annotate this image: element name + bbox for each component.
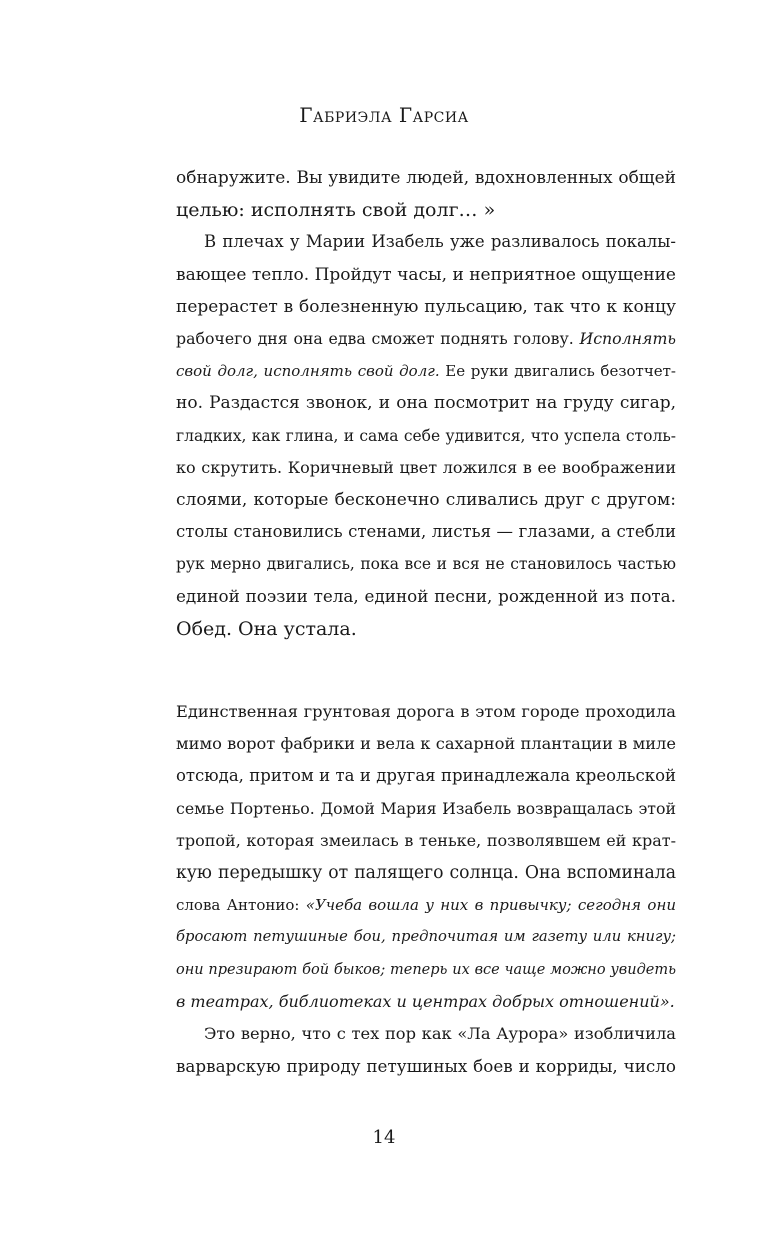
text-line [176,162,676,194]
text-line [176,516,676,548]
text-line [176,452,676,484]
text-run: варварскую природу петушиных боев и корриды, число [176,1056,676,1077]
text-line [176,728,676,760]
italic-text: они презирают бой быков; теперь их все чаще можно увидеть [176,961,676,978]
italic-text: «Учеба вошла у них в привычку; сегодня они [305,896,676,915]
text-run: гладких, как глина, и сама себе удивится, что успела столь- [176,426,676,445]
text-section-1 [176,162,676,645]
text-run: отсюда, притом и та и другая принадлежала креольской [176,766,676,786]
text-line [176,580,676,612]
text-run: мимо ворот фабрики и вела к сахарной плантации в миле [176,734,676,754]
text-line [176,355,676,387]
text-line [176,226,676,258]
text-line [176,484,676,516]
text-run: Обед. Она устала. [176,617,357,640]
text-line [176,825,676,857]
text-line [176,420,676,452]
text-run: целью: исполнять свой долг… » [176,199,496,222]
text-section-2 [176,696,676,1082]
text-run: слоями, которые бесконечно сливались друг с другом: [176,489,676,510]
text-run: столы становились стенами, листья — глазами, а стебли [176,522,676,542]
text-run: тропой, которая змеилась в теньке, позволявшем ей крат- [176,830,676,850]
text-run: семье Портеньо. Домой Мария Изабель возвращалась этой [176,798,676,818]
text-run: Это верно, что с тех пор как «Ла Аурора» изобличила [204,1023,676,1043]
page-number: 14 [372,1127,396,1148]
text-line [176,889,676,921]
italic-text: бросают петушиные бои, предпочитая им газету или книгу; [176,928,676,946]
text-run: рабочего дня она едва сможет поднять голову. [176,328,580,348]
text-line [176,857,676,889]
text-line [176,921,676,953]
text-run: Единственная грунтовая дорога в этом городе проходила [176,702,676,721]
text-line [176,194,676,226]
italic-text: свой долг, исполнять свой долг. [176,362,440,381]
text-run: вающее тепло. Пройдут часы, и неприятное ощущение [176,264,676,285]
text-run: перерастет в болезненную пульсацию, так что к концу [176,296,676,317]
text-run: Ее руки двигались безотчет- [439,362,676,381]
text-line [176,291,676,323]
text-run: кую передышку от палящего солнца. Она вспоминала [176,862,676,883]
text-run: ко скрутить. Коричневый цвет ложился в ее воображении [176,457,676,477]
text-run: слова Антонио: [176,896,306,915]
text-line [176,986,676,1018]
running-head: Габриэла Гарсиа [299,103,469,127]
text-line [176,696,676,728]
text-line [176,793,676,825]
text-line [176,387,676,419]
text-line [176,548,676,580]
text-line [176,1050,676,1082]
text-run: обнаружите. Вы увидите людей, вдохновленных общей [176,168,676,188]
text-line [176,954,676,986]
text-run: единой поэзии тела, единой песни, рожденной из пота. [176,586,676,607]
text-run: В плечах у Марии Изабель уже разливалось покалы- [204,232,676,252]
text-line [176,323,676,355]
text-run: рук мерно двигались, пока все и вся не становилось частью [176,555,676,574]
text-line [176,1018,676,1050]
text-run: но. Раздастся звонок, и она посмотрит на груду сигар, [176,393,676,414]
italic-text: в театрах, библиотеках и центрах добрых отношений». [176,991,675,1011]
text-line [176,259,676,291]
text-line [176,760,676,792]
text-line [176,613,676,645]
italic-text: Исполнять [579,328,676,348]
